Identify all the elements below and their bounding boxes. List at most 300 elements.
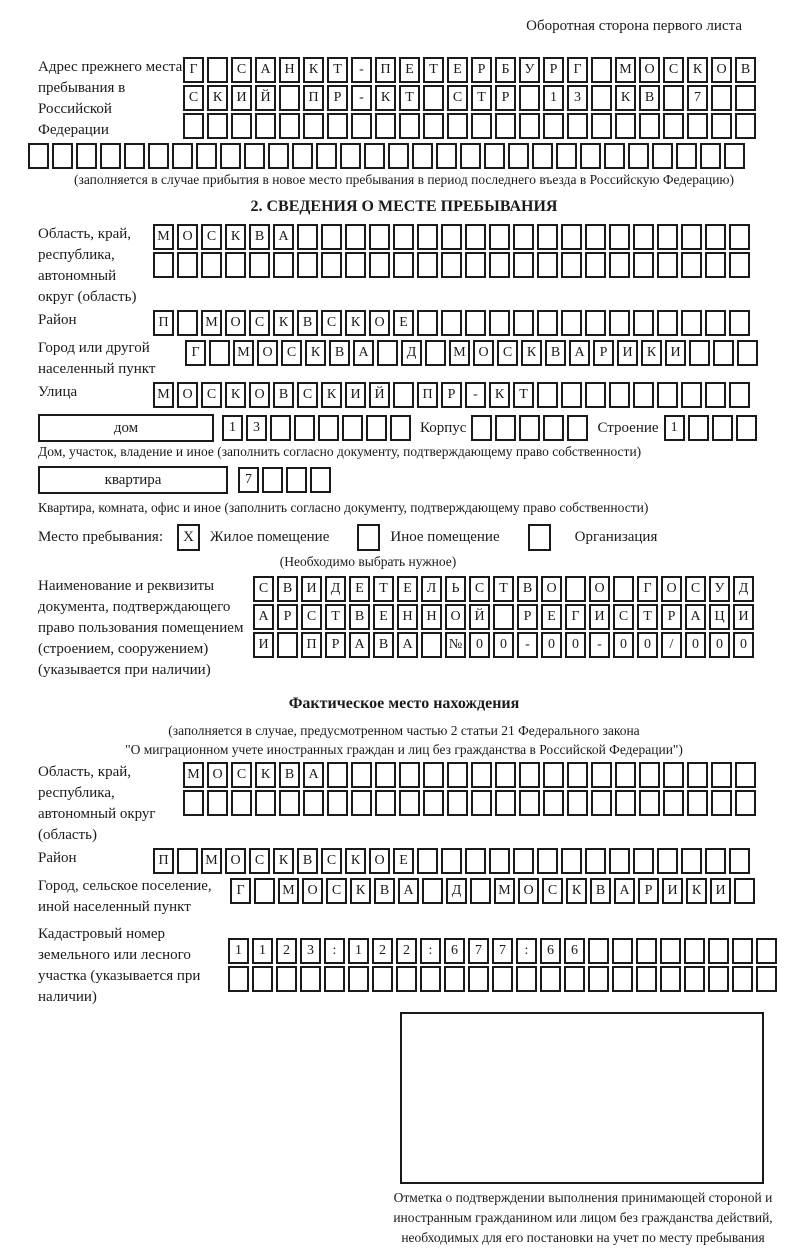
char-cell[interactable] bbox=[318, 415, 339, 441]
char-cell[interactable] bbox=[399, 113, 420, 139]
char-cell[interactable]: О bbox=[369, 848, 390, 874]
char-cell[interactable] bbox=[585, 848, 606, 874]
char-cell[interactable]: В bbox=[273, 382, 294, 408]
char-cell[interactable] bbox=[543, 790, 564, 816]
char-cell[interactable]: О bbox=[177, 382, 198, 408]
char-cell[interactable] bbox=[636, 938, 657, 964]
char-cell[interactable] bbox=[471, 790, 492, 816]
char-cell[interactable]: 1 bbox=[222, 415, 243, 441]
char-cell[interactable]: М bbox=[449, 340, 470, 366]
char-cell[interactable] bbox=[262, 467, 283, 493]
char-cell[interactable] bbox=[657, 848, 678, 874]
char-cell[interactable] bbox=[561, 252, 582, 278]
char-cell[interactable] bbox=[372, 966, 393, 992]
char-cell[interactable] bbox=[508, 143, 529, 169]
char-cell[interactable] bbox=[591, 762, 612, 788]
char-cell[interactable]: Р bbox=[638, 878, 659, 904]
char-cell[interactable] bbox=[663, 790, 684, 816]
char-cell[interactable] bbox=[225, 252, 246, 278]
char-cell[interactable] bbox=[303, 113, 324, 139]
char-cell[interactable] bbox=[495, 790, 516, 816]
char-cell[interactable] bbox=[417, 310, 438, 336]
char-cell[interactable]: И bbox=[301, 576, 322, 602]
char-cell[interactable] bbox=[609, 310, 630, 336]
char-cell[interactable] bbox=[736, 415, 757, 441]
char-cell[interactable]: К bbox=[345, 848, 366, 874]
char-cell[interactable]: К bbox=[375, 85, 396, 111]
char-cell[interactable]: И bbox=[662, 878, 683, 904]
char-cell[interactable] bbox=[681, 848, 702, 874]
char-cell[interactable] bbox=[351, 762, 372, 788]
char-cell[interactable]: К bbox=[687, 57, 708, 83]
char-cell[interactable] bbox=[493, 604, 514, 630]
char-cell[interactable] bbox=[519, 762, 540, 788]
char-cell[interactable] bbox=[537, 252, 558, 278]
char-cell[interactable]: 0 bbox=[613, 632, 634, 658]
char-cell[interactable] bbox=[209, 340, 230, 366]
char-cell[interactable]: О bbox=[177, 224, 198, 250]
char-cell[interactable] bbox=[588, 966, 609, 992]
char-cell[interactable] bbox=[444, 966, 465, 992]
char-cell[interactable]: М bbox=[201, 310, 222, 336]
char-cell[interactable]: Р bbox=[543, 57, 564, 83]
char-cell[interactable] bbox=[585, 382, 606, 408]
char-cell[interactable] bbox=[441, 252, 462, 278]
char-cell[interactable] bbox=[615, 762, 636, 788]
char-cell[interactable] bbox=[633, 224, 654, 250]
char-cell[interactable]: М bbox=[153, 382, 174, 408]
char-cell[interactable]: Й bbox=[255, 85, 276, 111]
char-cell[interactable]: О bbox=[541, 576, 562, 602]
char-cell[interactable] bbox=[228, 966, 249, 992]
char-cell[interactable] bbox=[327, 790, 348, 816]
char-cell[interactable]: И bbox=[253, 632, 274, 658]
char-cell[interactable]: П bbox=[375, 57, 396, 83]
char-cell[interactable] bbox=[561, 224, 582, 250]
char-cell[interactable] bbox=[377, 340, 398, 366]
char-cell[interactable] bbox=[513, 224, 534, 250]
char-cell[interactable] bbox=[657, 252, 678, 278]
char-cell[interactable]: М bbox=[615, 57, 636, 83]
char-cell[interactable] bbox=[364, 143, 385, 169]
char-cell[interactable] bbox=[255, 790, 276, 816]
char-cell[interactable] bbox=[735, 762, 756, 788]
char-cell[interactable]: А bbox=[614, 878, 635, 904]
char-cell[interactable]: М bbox=[153, 224, 174, 250]
char-cell[interactable] bbox=[375, 113, 396, 139]
char-cell[interactable] bbox=[615, 790, 636, 816]
char-cell[interactable] bbox=[495, 762, 516, 788]
char-cell[interactable] bbox=[729, 848, 750, 874]
char-cell[interactable] bbox=[375, 790, 396, 816]
char-cell[interactable]: Р bbox=[327, 85, 348, 111]
char-cell[interactable] bbox=[591, 57, 612, 83]
char-cell[interactable] bbox=[327, 113, 348, 139]
char-cell[interactable]: Т bbox=[513, 382, 534, 408]
char-cell[interactable]: А bbox=[398, 878, 419, 904]
char-cell[interactable]: К bbox=[273, 848, 294, 874]
char-cell[interactable]: - bbox=[351, 57, 372, 83]
char-cell[interactable]: В bbox=[374, 878, 395, 904]
char-cell[interactable]: К bbox=[350, 878, 371, 904]
char-cell[interactable]: С bbox=[231, 762, 252, 788]
char-cell[interactable]: Т bbox=[471, 85, 492, 111]
char-cell[interactable]: 7 bbox=[687, 85, 708, 111]
char-cell[interactable]: Д bbox=[325, 576, 346, 602]
char-cell[interactable]: У bbox=[709, 576, 730, 602]
char-cell[interactable] bbox=[351, 790, 372, 816]
char-cell[interactable] bbox=[342, 415, 363, 441]
char-cell[interactable] bbox=[513, 848, 534, 874]
char-cell[interactable]: С bbox=[231, 57, 252, 83]
char-cell[interactable]: С bbox=[201, 382, 222, 408]
char-cell[interactable]: С bbox=[542, 878, 563, 904]
char-cell[interactable] bbox=[495, 415, 516, 441]
char-cell[interactable] bbox=[565, 576, 586, 602]
char-cell[interactable]: И bbox=[617, 340, 638, 366]
char-cell[interactable] bbox=[417, 252, 438, 278]
char-cell[interactable]: Р bbox=[495, 85, 516, 111]
char-cell[interactable] bbox=[567, 790, 588, 816]
char-cell[interactable]: 0 bbox=[493, 632, 514, 658]
char-cell[interactable] bbox=[441, 310, 462, 336]
char-cell[interactable]: Г bbox=[185, 340, 206, 366]
char-cell[interactable] bbox=[420, 966, 441, 992]
char-cell[interactable]: А bbox=[255, 57, 276, 83]
char-cell[interactable]: № bbox=[445, 632, 466, 658]
char-cell[interactable] bbox=[393, 252, 414, 278]
char-cell[interactable] bbox=[369, 252, 390, 278]
char-cell[interactable]: С bbox=[447, 85, 468, 111]
char-cell[interactable] bbox=[711, 85, 732, 111]
char-cell[interactable] bbox=[705, 252, 726, 278]
char-cell[interactable] bbox=[687, 113, 708, 139]
char-cell[interactable]: Д bbox=[401, 340, 422, 366]
char-cell[interactable] bbox=[268, 143, 289, 169]
char-cell[interactable]: Ц bbox=[709, 604, 730, 630]
char-cell[interactable] bbox=[684, 938, 705, 964]
char-cell[interactable] bbox=[425, 340, 446, 366]
char-cell[interactable]: И bbox=[665, 340, 686, 366]
char-cell[interactable] bbox=[177, 848, 198, 874]
char-cell[interactable]: А bbox=[253, 604, 274, 630]
char-cell[interactable] bbox=[489, 224, 510, 250]
char-cell[interactable] bbox=[340, 143, 361, 169]
char-cell[interactable] bbox=[207, 790, 228, 816]
char-cell[interactable]: К bbox=[207, 85, 228, 111]
char-cell[interactable] bbox=[249, 252, 270, 278]
char-cell[interactable]: В bbox=[735, 57, 756, 83]
char-cell[interactable] bbox=[460, 143, 481, 169]
char-cell[interactable]: Р bbox=[471, 57, 492, 83]
char-cell[interactable] bbox=[421, 632, 442, 658]
char-cell[interactable]: С bbox=[201, 224, 222, 250]
char-cell[interactable]: Р bbox=[325, 632, 346, 658]
char-cell[interactable]: 7 bbox=[492, 938, 513, 964]
char-cell[interactable]: 6 bbox=[444, 938, 465, 964]
char-cell[interactable]: О bbox=[257, 340, 278, 366]
char-cell[interactable] bbox=[561, 382, 582, 408]
char-cell[interactable] bbox=[519, 415, 540, 441]
char-cell[interactable] bbox=[423, 113, 444, 139]
char-cell[interactable] bbox=[324, 966, 345, 992]
char-cell[interactable]: 2 bbox=[276, 938, 297, 964]
char-cell[interactable] bbox=[254, 878, 275, 904]
char-cell[interactable] bbox=[537, 224, 558, 250]
char-cell[interactable] bbox=[292, 143, 313, 169]
char-cell[interactable] bbox=[465, 310, 486, 336]
char-cell[interactable] bbox=[207, 113, 228, 139]
char-cell[interactable] bbox=[633, 310, 654, 336]
char-cell[interactable]: А bbox=[685, 604, 706, 630]
char-cell[interactable] bbox=[124, 143, 145, 169]
char-cell[interactable] bbox=[279, 113, 300, 139]
char-cell[interactable]: С bbox=[297, 382, 318, 408]
char-cell[interactable] bbox=[465, 224, 486, 250]
char-cell[interactable] bbox=[585, 224, 606, 250]
char-cell[interactable] bbox=[153, 252, 174, 278]
char-cell[interactable] bbox=[423, 85, 444, 111]
char-cell[interactable]: Г bbox=[183, 57, 204, 83]
char-cell[interactable] bbox=[489, 252, 510, 278]
char-cell[interactable]: К bbox=[255, 762, 276, 788]
char-cell[interactable]: С bbox=[685, 576, 706, 602]
char-cell[interactable] bbox=[393, 382, 414, 408]
char-cell[interactable]: Д bbox=[446, 878, 467, 904]
char-cell[interactable] bbox=[564, 966, 585, 992]
char-cell[interactable] bbox=[708, 938, 729, 964]
char-cell[interactable] bbox=[663, 85, 684, 111]
char-cell[interactable] bbox=[729, 382, 750, 408]
char-cell[interactable] bbox=[276, 966, 297, 992]
char-cell[interactable]: Т bbox=[423, 57, 444, 83]
char-cell[interactable] bbox=[711, 762, 732, 788]
char-cell[interactable] bbox=[756, 938, 777, 964]
char-cell[interactable] bbox=[417, 848, 438, 874]
char-cell[interactable]: А bbox=[349, 632, 370, 658]
char-cell[interactable] bbox=[465, 252, 486, 278]
char-cell[interactable] bbox=[321, 224, 342, 250]
char-cell[interactable] bbox=[663, 762, 684, 788]
char-cell[interactable]: С bbox=[253, 576, 274, 602]
char-cell[interactable]: Р bbox=[277, 604, 298, 630]
char-cell[interactable]: Р bbox=[661, 604, 682, 630]
char-cell[interactable] bbox=[465, 848, 486, 874]
char-cell[interactable]: Т bbox=[327, 57, 348, 83]
char-cell[interactable]: М bbox=[183, 762, 204, 788]
char-cell[interactable] bbox=[207, 57, 228, 83]
char-cell[interactable]: В bbox=[249, 224, 270, 250]
char-cell[interactable]: 6 bbox=[564, 938, 585, 964]
char-cell[interactable] bbox=[676, 143, 697, 169]
char-cell[interactable]: Т bbox=[637, 604, 658, 630]
char-cell[interactable] bbox=[489, 848, 510, 874]
char-cell[interactable] bbox=[519, 790, 540, 816]
char-cell[interactable] bbox=[700, 143, 721, 169]
char-cell[interactable] bbox=[588, 938, 609, 964]
char-cell[interactable]: 0 bbox=[685, 632, 706, 658]
char-cell[interactable] bbox=[537, 382, 558, 408]
char-cell[interactable]: С bbox=[281, 340, 302, 366]
char-cell[interactable]: С bbox=[469, 576, 490, 602]
char-cell[interactable] bbox=[657, 224, 678, 250]
char-cell[interactable] bbox=[729, 252, 750, 278]
char-cell[interactable]: К bbox=[273, 310, 294, 336]
char-cell[interactable] bbox=[681, 310, 702, 336]
char-cell[interactable]: А bbox=[397, 632, 418, 658]
char-cell[interactable]: О bbox=[445, 604, 466, 630]
char-cell[interactable] bbox=[148, 143, 169, 169]
char-cell[interactable] bbox=[724, 143, 745, 169]
char-cell[interactable]: 6 bbox=[540, 938, 561, 964]
char-cell[interactable]: 1 bbox=[348, 938, 369, 964]
char-cell[interactable]: К bbox=[521, 340, 542, 366]
char-cell[interactable] bbox=[52, 143, 73, 169]
char-cell[interactable]: Е bbox=[541, 604, 562, 630]
char-cell[interactable] bbox=[591, 85, 612, 111]
char-cell[interactable] bbox=[613, 576, 634, 602]
char-cell[interactable]: - bbox=[517, 632, 538, 658]
char-cell[interactable]: О bbox=[518, 878, 539, 904]
char-cell[interactable]: Н bbox=[397, 604, 418, 630]
char-cell[interactable]: О bbox=[711, 57, 732, 83]
char-cell[interactable]: В bbox=[329, 340, 350, 366]
char-cell[interactable] bbox=[580, 143, 601, 169]
char-cell[interactable] bbox=[639, 113, 660, 139]
char-cell[interactable] bbox=[513, 252, 534, 278]
char-cell[interactable]: Л bbox=[421, 576, 442, 602]
char-cell[interactable]: К bbox=[303, 57, 324, 83]
char-cell[interactable] bbox=[737, 340, 758, 366]
char-cell[interactable]: К bbox=[615, 85, 636, 111]
char-cell[interactable] bbox=[639, 790, 660, 816]
char-cell[interactable] bbox=[609, 848, 630, 874]
char-cell[interactable] bbox=[567, 113, 588, 139]
char-cell[interactable]: 0 bbox=[565, 632, 586, 658]
char-cell[interactable] bbox=[279, 85, 300, 111]
char-cell[interactable]: О bbox=[639, 57, 660, 83]
char-cell[interactable]: М bbox=[233, 340, 254, 366]
char-cell[interactable]: С bbox=[249, 848, 270, 874]
char-cell[interactable]: В bbox=[297, 848, 318, 874]
char-cell[interactable]: О bbox=[589, 576, 610, 602]
char-cell[interactable]: 7 bbox=[238, 467, 259, 493]
char-cell[interactable]: - bbox=[351, 85, 372, 111]
char-cell[interactable] bbox=[495, 113, 516, 139]
char-cell[interactable]: Н bbox=[279, 57, 300, 83]
char-cell[interactable]: С bbox=[301, 604, 322, 630]
char-cell[interactable] bbox=[447, 762, 468, 788]
char-cell[interactable] bbox=[183, 113, 204, 139]
char-cell[interactable]: : bbox=[516, 938, 537, 964]
char-cell[interactable] bbox=[543, 113, 564, 139]
char-cell[interactable]: В bbox=[279, 762, 300, 788]
char-cell[interactable] bbox=[412, 143, 433, 169]
char-cell[interactable] bbox=[540, 966, 561, 992]
char-cell[interactable]: - bbox=[589, 632, 610, 658]
char-cell[interactable]: Г bbox=[565, 604, 586, 630]
char-cell[interactable]: Е bbox=[397, 576, 418, 602]
char-cell[interactable] bbox=[286, 467, 307, 493]
char-cell[interactable] bbox=[609, 252, 630, 278]
char-cell[interactable]: К bbox=[345, 310, 366, 336]
char-cell[interactable]: 3 bbox=[300, 938, 321, 964]
char-cell[interactable]: Е bbox=[349, 576, 370, 602]
char-cell[interactable] bbox=[684, 966, 705, 992]
char-cell[interactable] bbox=[348, 966, 369, 992]
char-cell[interactable] bbox=[252, 966, 273, 992]
char-cell[interactable] bbox=[652, 143, 673, 169]
char-cell[interactable]: К bbox=[489, 382, 510, 408]
char-cell[interactable] bbox=[183, 790, 204, 816]
char-cell[interactable] bbox=[612, 938, 633, 964]
char-cell[interactable] bbox=[705, 310, 726, 336]
char-cell[interactable] bbox=[591, 790, 612, 816]
char-cell[interactable] bbox=[567, 415, 588, 441]
char-cell[interactable]: И bbox=[231, 85, 252, 111]
char-cell[interactable]: 2 bbox=[372, 938, 393, 964]
char-cell[interactable] bbox=[657, 382, 678, 408]
char-cell[interactable] bbox=[729, 310, 750, 336]
char-cell[interactable] bbox=[351, 113, 372, 139]
char-cell[interactable]: Е bbox=[447, 57, 468, 83]
char-cell[interactable] bbox=[705, 224, 726, 250]
char-cell[interactable]: К bbox=[305, 340, 326, 366]
char-cell[interactable] bbox=[705, 848, 726, 874]
char-cell[interactable] bbox=[735, 790, 756, 816]
char-cell[interactable]: Р bbox=[441, 382, 462, 408]
char-cell[interactable] bbox=[591, 113, 612, 139]
char-cell[interactable]: И bbox=[589, 604, 610, 630]
char-cell[interactable]: П bbox=[153, 848, 174, 874]
char-cell[interactable]: П bbox=[303, 85, 324, 111]
char-cell[interactable]: 0 bbox=[637, 632, 658, 658]
char-cell[interactable] bbox=[735, 113, 756, 139]
char-cell[interactable]: И bbox=[733, 604, 754, 630]
char-cell[interactable] bbox=[270, 415, 291, 441]
char-cell[interactable] bbox=[375, 762, 396, 788]
char-cell[interactable]: Е bbox=[393, 848, 414, 874]
char-cell[interactable] bbox=[177, 310, 198, 336]
checkbox-inoe-pomeshchenie[interactable] bbox=[357, 524, 380, 551]
char-cell[interactable]: 0 bbox=[541, 632, 562, 658]
char-cell[interactable] bbox=[519, 85, 540, 111]
char-cell[interactable]: 3 bbox=[567, 85, 588, 111]
char-cell[interactable] bbox=[294, 415, 315, 441]
char-cell[interactable]: В bbox=[517, 576, 538, 602]
char-cell[interactable] bbox=[441, 848, 462, 874]
char-cell[interactable] bbox=[231, 113, 252, 139]
char-cell[interactable] bbox=[543, 762, 564, 788]
char-cell[interactable]: П bbox=[153, 310, 174, 336]
char-cell[interactable]: Е bbox=[393, 310, 414, 336]
char-cell[interactable] bbox=[345, 252, 366, 278]
char-cell[interactable]: А bbox=[353, 340, 374, 366]
char-cell[interactable]: С bbox=[613, 604, 634, 630]
char-cell[interactable]: Г bbox=[230, 878, 251, 904]
char-cell[interactable]: Т bbox=[325, 604, 346, 630]
char-cell[interactable]: В bbox=[277, 576, 298, 602]
char-cell[interactable] bbox=[471, 762, 492, 788]
char-cell[interactable] bbox=[303, 790, 324, 816]
char-cell[interactable] bbox=[484, 143, 505, 169]
char-cell[interactable] bbox=[277, 632, 298, 658]
char-cell[interactable] bbox=[543, 415, 564, 441]
char-cell[interactable] bbox=[172, 143, 193, 169]
char-cell[interactable] bbox=[681, 224, 702, 250]
char-cell[interactable]: С bbox=[321, 848, 342, 874]
char-cell[interactable]: 1 bbox=[543, 85, 564, 111]
